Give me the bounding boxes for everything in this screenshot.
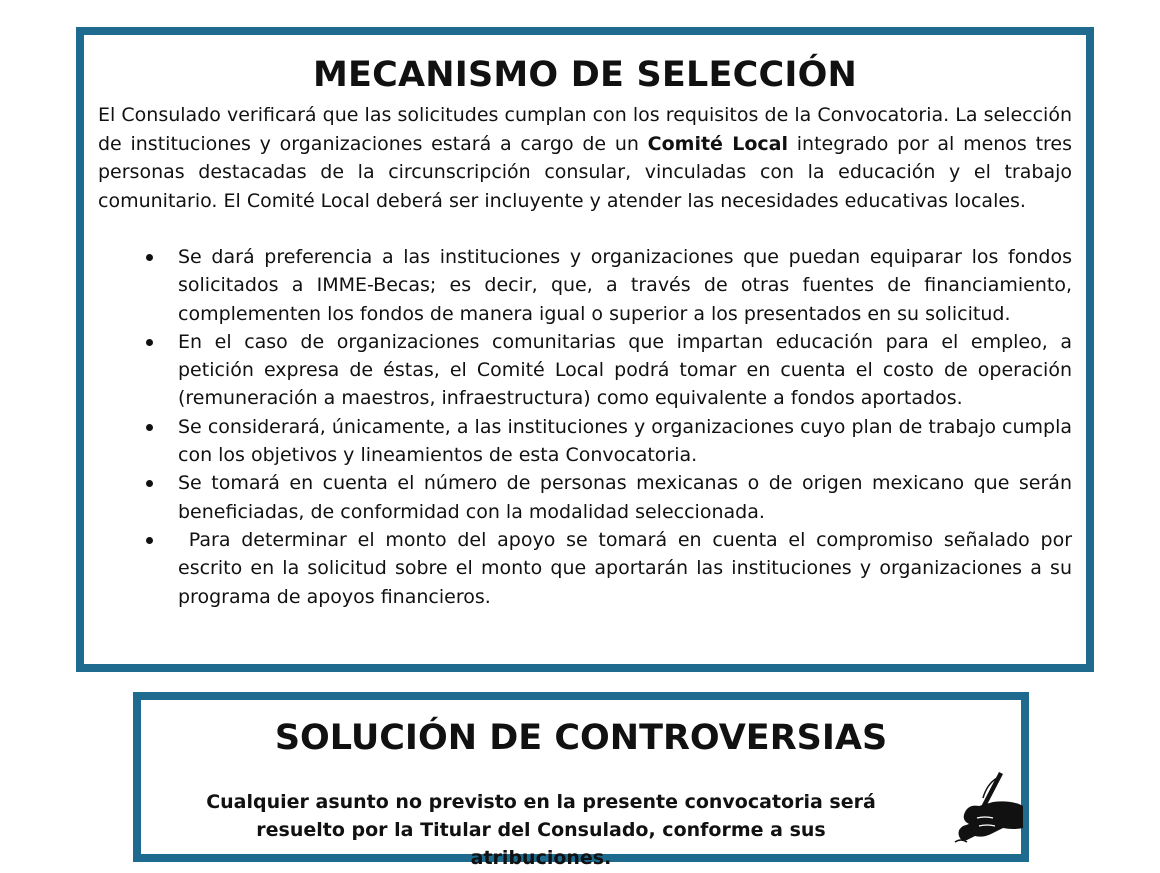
bullet-icon xyxy=(146,254,153,261)
list-item-text: Se dará preferencia a las instituciones y organizaciones que puedan equiparar los fondos solicitados a IMME-Becas; es decir, que, a través de otras fuentes de financiamiento, complementen los fondos de manera igual o superior a los presentados en su solicitud. xyxy=(178,246,1072,325)
bullet-icon xyxy=(146,339,153,346)
list-item-text: Se considerará, únicamente, a las instituciones y organizaciones cuyo plan de trabajo cumpla con los objetivos y lineamientos de esta Convocatoria. xyxy=(178,415,1072,467)
seleccion-title: MECANISMO DE SELECCIÓN xyxy=(312,55,858,95)
seleccion-intro xyxy=(98,101,1072,215)
controversias-line-2: resuelto por la Titular del Consulado, conforme a sus atribuciones. xyxy=(256,819,826,869)
criteria-list xyxy=(142,243,1079,611)
bullet-icon xyxy=(146,424,153,431)
controversias-line-1: Cualquier asunto no previsto en la presente convocatoria será xyxy=(206,791,876,813)
intro-text-2: integrado por al menos tres personas destacadas de la circunscripción consular, vinculadas con la educación y el trabajo comunitario. El Comité Local deberá ser incluyente y atender las necesidades educativas locales. xyxy=(98,132,1073,212)
controversias-title: SOLUCIÓN DE CONTROVERSIAS xyxy=(274,718,888,758)
hand-writing-pen-icon xyxy=(947,768,1025,848)
bullet-icon xyxy=(146,537,153,544)
intro-text-1: El Consulado verificará que las solicitudes cumplan con los requisitos de la Convocatoria. La selección de instituciones y organizaciones estará a cargo de un xyxy=(98,104,1072,155)
list-item xyxy=(142,469,1072,526)
list-item xyxy=(142,526,1079,611)
list-item-text: Se tomará en cuenta el número de personas mexicanas o de origen mexicano que serán beneficiadas, de conformidad con la modalidad seleccionada. xyxy=(178,472,1072,523)
intro-bold-comite: Comité Local xyxy=(647,132,789,155)
controversias-box xyxy=(133,692,1029,869)
list-item xyxy=(142,243,1072,328)
seleccion-box xyxy=(76,27,1094,672)
list-item xyxy=(142,328,1072,413)
list-item xyxy=(142,413,1072,470)
list-item-text: En el caso de organizaciones comunitarias que impartan educación para el empleo, a petición expresa de éstas, el Comité Local podrá tomar en cuenta el costo de operación (remuneración a maestros, infraestructura) como equivalente a fondos aportados. xyxy=(178,330,1072,410)
list-item-text: Para determinar el monto del apoyo se tomará en cuenta el compromiso señalado por escrito en la solicitud sobre el monto que aportarán las instituciones y organizaciones a su programa de apoyos financieros. xyxy=(178,528,1079,608)
bullet-icon xyxy=(146,480,153,487)
controversias-text xyxy=(201,788,881,872)
